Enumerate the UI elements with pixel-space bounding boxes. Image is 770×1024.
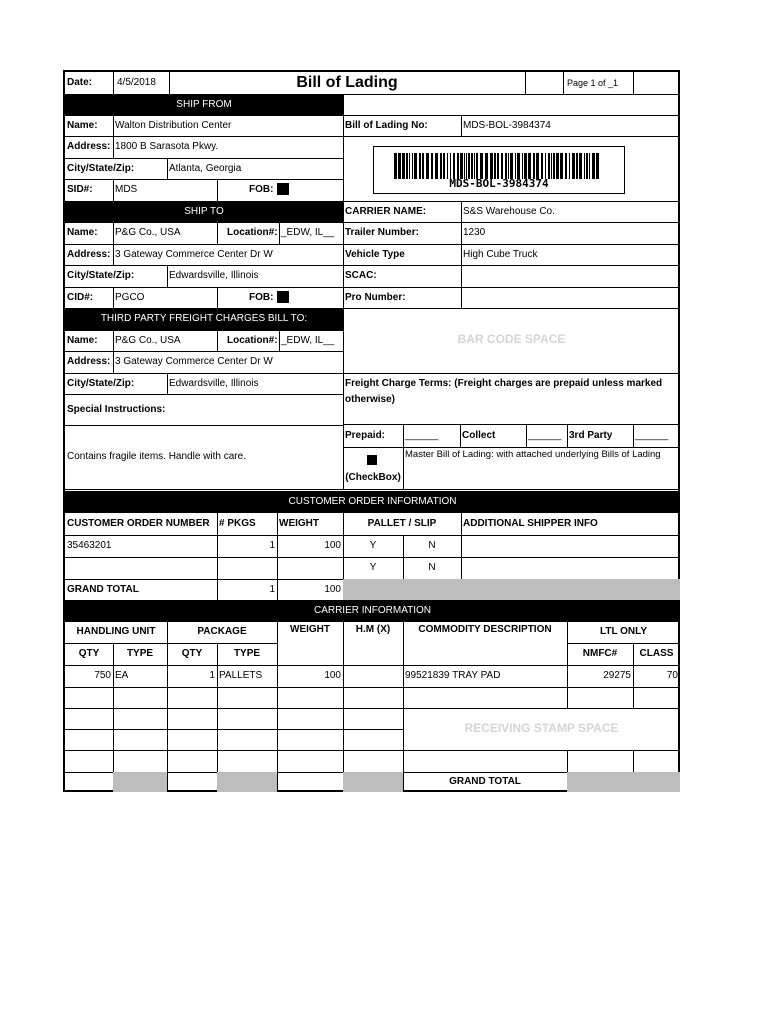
col-hu-qty: QTY [78,648,100,660]
carrier-grand-total-label: GRAND TOTAL [449,776,521,788]
barcode-bar [551,153,552,179]
barcode-bar [553,153,555,179]
hu-qty: 750 [94,670,111,682]
special-instructions-label: Special Instructions: [67,403,166,415]
barcode-bar [556,153,559,179]
barcode-bar [466,153,467,179]
ship-to-header: SHIP TO [65,201,343,222]
third-party-field[interactable]: ______ [635,430,669,442]
barcode-bar [510,153,513,179]
col-pallet-slip: PALLET / SLIP [367,518,437,530]
barcode-bar [541,153,543,179]
barcode-bar [412,153,413,179]
barcode-bar [480,153,483,179]
third-party-city-label: City/State/Zip: [67,377,135,389]
order-number: 35463201 [67,540,112,552]
col-hu-type: TYPE [126,648,154,660]
barcode-bar [443,153,445,179]
barcode-bar [572,153,575,179]
barcode-bar [579,153,582,179]
receiving-stamp-space: RECEIVING STAMP SPACE [464,721,619,736]
third-party-label: 3rd Party [569,430,613,442]
barcode-bar [460,153,463,179]
total-shaded-2 [217,772,277,792]
barcode-bar [406,153,408,179]
pkg-type: PALLETS [219,670,263,682]
cid-value: PGCO [115,291,145,303]
third-party-name: P&G Co., USA [115,334,181,346]
col-weight: WEIGHT [279,518,319,530]
scac-label: SCAC: [345,269,377,281]
barcode-bar [409,153,410,179]
barcode-bar [414,153,417,179]
nmfc-number: 29275 [603,670,631,682]
hu-type: EA [115,670,129,682]
ship-from-city: Atlanta, Georgia [169,162,242,174]
col-additional-info: ADDITIONAL SHIPPER INFO [463,518,598,530]
freight-class: 70 [666,670,678,682]
barcode-bar [490,153,493,179]
date-label: Date: [67,77,93,89]
third-party-address-label: Address: [67,355,111,367]
col-handling-unit: HANDLING UNIT [76,626,156,638]
col-carrier-weight: WEIGHT [290,624,330,635]
page-count: Page 1 of _1 [567,77,619,88]
commodity-description: 99521839 TRAY PAD [405,670,501,682]
trailer-label: Trailer Number: [345,226,419,238]
ship-from-header: SHIP FROM [65,94,343,115]
checkbox-label: (CheckBox) [345,472,401,484]
trailer-number: 1230 [463,226,486,238]
ship-from-address: 1800 B Sarasota Pkwy. [115,140,219,152]
barcode-bar [457,153,459,179]
barcode-bar [589,153,590,179]
col-pkg-qty: QTY [181,648,203,660]
barcode-bar [450,153,451,179]
barcode-bar [435,153,438,179]
ship-to-name: P&G Co., USA [115,226,181,238]
total-shaded-3 [343,772,403,792]
order-grand-total-label: GRAND TOTAL [67,583,139,595]
barcode-bar [505,153,507,179]
pkg-qty: 1 [209,670,215,682]
barcode-bar [584,153,585,179]
barcode-bar [419,153,421,179]
cid-label: CID#: [67,291,94,303]
barcode-bar [545,153,546,179]
col-ltl-only: LTL ONLY [599,626,648,638]
barcode-bar [398,153,401,179]
bol-number-label: Bill of Lading No: [345,119,428,131]
col-class: CLASS [639,648,674,660]
sid-label: SID#: [67,183,93,195]
order-slip: N [428,540,436,552]
col-commodity: COMMODITY DESCRIPTION [418,624,552,635]
order-grand-total-shaded [343,579,680,600]
order-grand-total-weight: 100 [324,583,341,595]
bol-barcode [373,146,625,194]
prepaid-label: Prepaid: [345,430,386,442]
barcode-bar [517,153,520,179]
ship-from-address-label: Address: [67,140,111,152]
bol-number: MDS-BOL-3984374 [463,119,551,131]
ship-from-fob-label: FOB: [249,183,274,195]
barcode-bar [464,153,465,179]
third-party-address: 3 Gateway Commerce Center Dr W [115,355,273,367]
order-slip: N [428,562,436,574]
ship-to-address: 3 Gateway Commerce Center Dr W [115,248,273,260]
barcode-bar [528,153,531,179]
third-party-name-label: Name: [67,334,98,346]
barcode-bar [596,153,599,179]
col-pkgs: # PKGS [219,518,256,530]
carrier-info-header: CARRIER INFORMATION [65,600,680,621]
col-nmfc: NMFC# [582,648,618,660]
order-pallet: Y [369,562,377,574]
barcode-bar [453,153,455,179]
total-shaded-4 [567,772,633,792]
ship-to-city-label: City/State/Zip: [67,269,135,281]
total-shaded-1 [113,772,167,792]
total-shaded-5 [633,772,680,792]
ship-to-city: Edwardsville, Illinois [169,269,259,281]
collect-field[interactable]: ______ [528,430,562,442]
barcode-bar [536,153,539,179]
barcode-bar [522,153,523,179]
document-title: Bill of Lading [296,73,398,91]
order-grand-total-pkgs: 1 [269,583,275,595]
customer-order-header: CUSTOMER ORDER INFORMATION [65,491,680,513]
ship-from-name-label: Name: [67,119,98,131]
bill-of-lading-form [63,70,680,792]
barcode-bar [474,153,475,179]
barcode-bar [422,153,424,179]
ship-from-fob-checkbox[interactable] [277,183,289,195]
barcode-bar [468,153,470,179]
special-instructions-text: Contains fragile items. Handle with care. [67,451,246,463]
master-bol-checkbox[interactable] [367,455,377,465]
ship-to-fob-checkbox[interactable] [277,291,289,303]
col-hm: H.M (X) [355,624,391,635]
barcode-text: MDS-BOL-3984374 [449,177,549,190]
order-pkgs: 1 [269,540,275,552]
barcode-bar [476,153,478,179]
pro-number-label: Pro Number: [345,291,406,303]
ship-to-address-label: Address: [67,248,111,260]
barcode-bar [497,153,499,179]
col-customer-order-number: CUSTOMER ORDER NUMBER [67,518,210,530]
third-party-location: _EDW, IL__ [281,334,335,346]
date-value: 4/5/2018 [117,77,156,89]
barcode-bar [533,153,535,179]
barcode-bar [431,153,433,179]
barcode-bar [394,153,397,179]
col-pkg-type: TYPE [233,648,261,660]
barcode-bar [569,153,570,179]
carrier-name: S&S Warehouse Co. [463,205,555,217]
barcode-space: BAR CODE SPACE [457,332,566,347]
barcode-bar [548,153,550,179]
barcode-bar [440,153,442,179]
barcode-bar [576,153,578,179]
barcode-bar [471,153,473,179]
col-package: PACKAGE [197,626,247,638]
collect-label: Collect [462,430,496,442]
barcode-bar [565,153,567,179]
third-party-location-label: Location#: [227,334,278,346]
ship-from-city-label: City/State/Zip: [67,162,135,174]
carrier-name-label: CARRIER NAME: [345,205,427,217]
carrier-weight: 100 [324,670,341,682]
order-weight: 100 [324,540,341,552]
barcode-bar [515,153,516,179]
barcode-bar [402,153,405,179]
order-pallet: Y [369,540,377,552]
ship-to-name-label: Name: [67,226,98,238]
third-party-city: Edwardsville, Illinois [169,377,259,389]
barcode-bar [485,153,488,179]
prepaid-field[interactable]: ______ [405,430,439,442]
master-bol-text: Master Bill of Lading: with attached underlying Bills of Lading [405,449,661,460]
ship-to-location-label: Location#: [227,226,278,238]
barcode-bar [524,153,527,179]
barcode-bar [447,153,448,179]
barcode-bar [494,153,496,179]
barcode-bar [560,153,563,179]
barcode-bar [508,153,509,179]
vehicle-label: Vehicle Type [345,248,405,260]
freight-charge-terms: Freight Charge Terms: (Freight charges are prepaid unless marked otherwise) [345,378,663,405]
barcode-bar [586,153,588,179]
sid-value: MDS [115,183,138,195]
barcode-bar [501,153,503,179]
vehicle-type: High Cube Truck [463,248,538,260]
third-party-header: THIRD PARTY FREIGHT CHARGES BILL TO: [65,308,343,330]
ship-to-fob-label: FOB: [249,291,274,303]
ship-to-location: _EDW, IL__ [281,226,335,238]
barcode-bar [426,153,429,179]
barcode-bar [592,153,595,179]
ship-from-name: Walton Distribution Center [115,119,232,131]
